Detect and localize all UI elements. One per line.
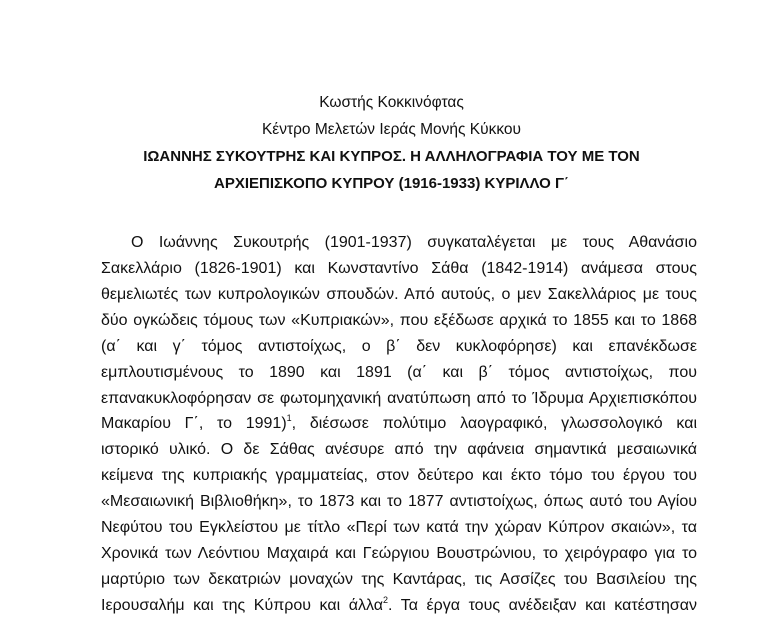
text-line: μαρτύριο των δεκατριών μοναχών της Καντάρας, τις Ασσίζες του Βασιλείου της [101,570,697,588]
text-line: θεμελιωτές των κυπρολογικών σπουδών. Από αυτούς, ο μεν Σακελλάριος με τους [101,285,697,303]
text-segment: , διέσωσε πολύτιμο λαογραφικό, γλωσσολογικό και [291,415,697,433]
body-paragraph [101,232,697,621]
text-line: Ο Ιωάννης Συκουτρής (1901-1937) συγκαταλέγεται με τους Αθανάσιο [131,234,697,251]
text-segment: Ιερουσαλήμ και της Κύπρου και άλλα [101,596,383,614]
text-line: (α΄ και γ΄ τόμος αντιστοίχως, ο β΄ δεν κυκλοφόρησε) και επανέκδωσε [101,337,697,355]
text-line: επανακυκλοφόρησαν σε φωτομηχανική ανατύπωση από το Ίδρυμα Αρχιεπισκόπου [101,389,697,407]
affiliation: Κέντρο Μελετών Ιεράς Μονής Κύκκου [261,121,522,138]
text-line: κείμενα της κυπριακής γραμματείας, στον δεύτερο και έκτο τόμο του έργου του [101,467,697,485]
text-line: εμπλουτισμένους το 1890 και 1891 (α΄ και β΄ τόμος αντιστοίχως, που [101,363,697,381]
footnote-ref-2[interactable]: 2 [382,594,388,605]
title-line-1: ΙΩΑΝΝΗΣ ΣΥΚΟΥΤΡΗΣ ΚΑΙ ΚΥΠΡΟΣ. Η ΑΛΛΗΛΟΓΡΑΦΙΑ ΤΟΥ ΜΕ ΤΟΝ [143,148,640,165]
footnote-ref-1[interactable]: 1 [286,413,292,424]
author-name: Κωστής Κοκκινόφτας [319,94,464,111]
text-line: Νεφύτου του Εγκλείστου με τίτλο «Περί των κατά την χώραν Κύπρον σκαιών», τα [101,519,697,537]
text-line [101,595,697,621]
text-line: Σακελλάριο (1826-1901) και Κωνσταντίνο Σάθα (1842-1914) ανάμεσα στους [101,259,697,277]
title-line-2: ΑΡΧΙΕΠΙΣΚΟΠΟ ΚΥΠΡΟΥ (1916-1933) ΚΥΡΙΛΛΟ Γ΄ [214,175,569,192]
text-segment: Μακαρίου Γ΄, το 1991) [101,415,287,433]
text-line: «Μεσαιωνική Βιβλιοθήκη», το 1873 και το 1877 αντιστοίχως, όπως αυτό του Αγίου [101,493,697,511]
text-segment: . Τα έργα τους ανέδειξαν και κατέστησαν [388,596,698,614]
text-line: ιστορικό υλικό. Ο δε Σάθας ανέσυρε από την αφάνεια σημαντικά μεσαιωνικά [101,441,697,459]
text-line [101,413,697,439]
text-line: δύο ογκώδεις τόμους των «Κυπριακών», που εξέδωσε αρχικά το 1855 και το 1868 [101,311,697,329]
text-line: Χρονικά των Λεόντιου Μαχαιρά και Γεώργιου Βουστρώνιου, το χειρόγραφο για το [101,545,697,563]
